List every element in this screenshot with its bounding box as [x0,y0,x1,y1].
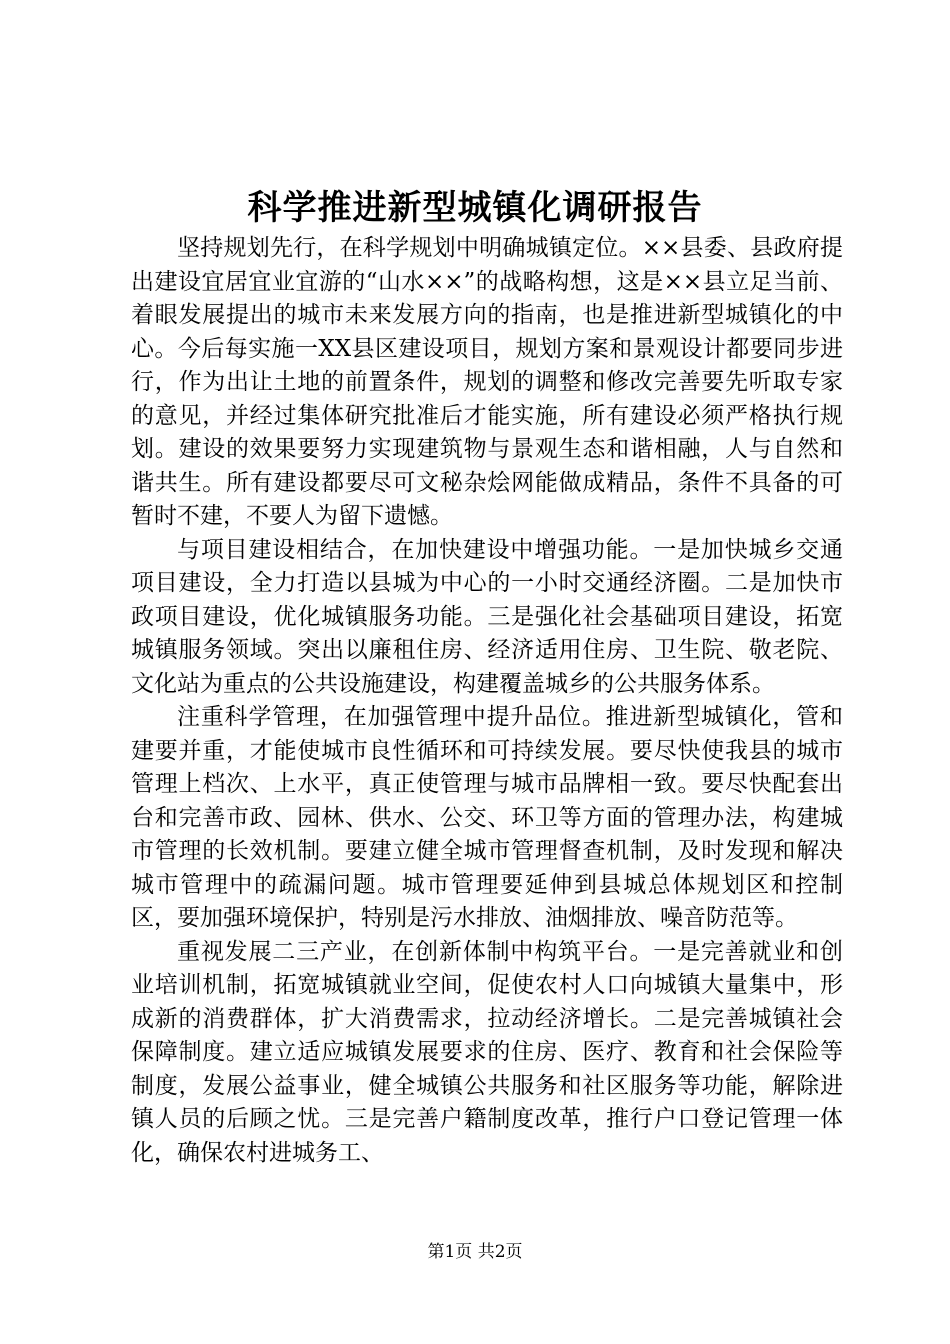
paragraph-planning: 坚持规划先行，在科学规划中明确城镇定位。××县委、县政府提出建设宜居宜业宜游的“山水××”的战略构想，这是××县立足当前、着眼发展提出的城市未来发展方向的指南，也是推进新型城镇化的中心。今后每实施一XX县区建设项目，规划方案和景观设计都要同步进行，作为出让土地的前置条件，规划的调整和修改完善要先听取专家的意见，并经过集体研究批准后才能实施，所有建设必须严格执行规划。建设的效果要努力实现建筑物与景观生态和谐相融，人与自然和谐共生。所有建设都要尽可文秘杂烩网能做成精品，条件不具备的可暂时不建，不要人为留下遗憾。 [131,235,843,529]
page-number-footer: 第1页 共2页 [427,1242,523,1262]
document-body [131,232,843,1170]
paragraph-project-construction: 与项目建设相结合，在加快建设中增强功能。一是加快城乡交通项目建设，全力打造以县城为中心的一小时交通经济圈。二是加快市政项目建设，优化城镇服务功能。三是强化社会基础项目建设，拓宽城镇服务领域。突出以廉租住房、经济适用住房、卫生院、敬老院、文化站为重点的公共设施建设，构建覆盖城乡的公共服务体系。 [131,536,843,697]
paragraph-industry-development: 重视发展二三产业，在创新体制中构筑平台。一是完善就业和创业培训机制，拓宽城镇就业空间，促使农村人口向城镇大量集中，形成新的消费群体，扩大消费需求，拉动经济增长。二是完善城镇社会保障制度。建立适应城镇发展要求的住房、医疗、教育和社会保险等制度，发展公益事业，健全城镇公共服务和社区服务等功能，解除进镇人员的后顾之忧。三是完善户籍制度改革，推行户口登记管理一体化，确保农村进城务工、 [131,938,843,1166]
paragraph-management: 注重科学管理，在加强管理中提升品位。推进新型城镇化，管和建要并重，才能使城市良性循环和可持续发展。要尽快使我县的城市管理上档次、上水平，真正使管理与城市品牌相一致。要尽快配套出台和完善市政、园林、供水、公交、环卫等方面的管理办法，构建城市管理的长效机制。要建立健全城市管理督查机制，及时发现和解决城市管理中的疏漏问题。城市管理要延伸到县城总体规划区和控制区，要加强环境保护，特别是污水排放、油烟排放、噪音防范等。 [131,704,843,931]
document-title: 科学推进新型城镇化调研报告 [247,188,703,228]
